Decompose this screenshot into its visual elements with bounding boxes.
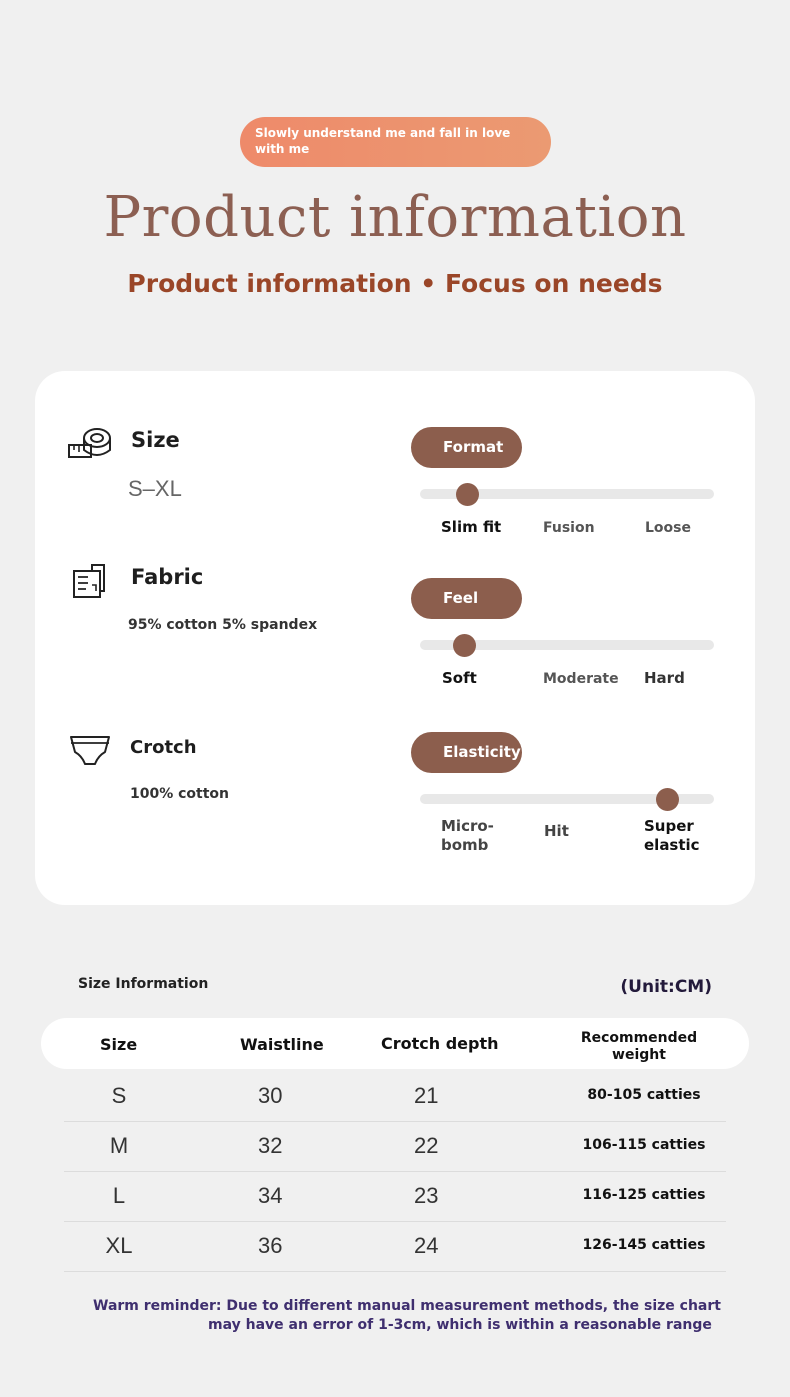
reminder-line-2: may have an error of 1-3cm, which is within a reasonable range [208,1317,712,1333]
tape-measure-icon [67,426,113,462]
page-title: Product information [103,185,687,250]
feel-option-moderate: Moderate [543,671,619,687]
table-row [64,1121,726,1172]
reminder-line-1: Warm reminder: Due to different manual measurement methods, the size chart [93,1298,721,1314]
cell-recommended-weight: 106-115 catties [582,1137,706,1153]
elasticity-option-hit: Hit [544,822,569,840]
cell-waistline: 32 [258,1133,283,1158]
feel-scale-knob [453,634,476,657]
feel-option-hard: Hard [644,669,685,687]
tagline-text: Slowly understand me and fall in love with me [255,126,511,156]
cell-recommended-weight: 126-145 catties [582,1237,706,1253]
format-option-loose: Loose [645,520,691,536]
underwear-icon [68,734,112,766]
page-subtitle: Product information • Focus on needs [127,269,663,298]
fabric-attribute-name: Fabric [131,565,204,589]
cell-crotch-depth: 23 [414,1183,439,1208]
cell-recommended-weight: 116-125 catties [582,1187,706,1203]
warm-reminder [0,1297,790,1335]
cell-recommended-weight: 80-105 catties [587,1087,701,1103]
cell-size: S [111,1083,127,1108]
product-attributes-card [35,371,755,905]
format-scale-label: Format [411,427,522,468]
format-scale-track [420,489,714,499]
unit-label: (Unit:CM) [620,977,712,997]
header-crotch-depth: Crotch depth [381,1034,499,1053]
elasticity-option-super-elastic: Super elastic [644,817,700,854]
cell-crotch-depth: 21 [414,1083,439,1108]
header-waistline: Waistline [240,1035,324,1054]
cell-waistline: 34 [258,1183,283,1208]
cell-crotch-depth: 22 [414,1133,439,1158]
cell-size: XL [105,1233,133,1258]
feel-scale-label: Feel [411,578,522,619]
crotch-attribute-name: Crotch [130,737,197,758]
tagline-badge [240,117,551,167]
feel-option-soft: Soft [442,669,477,687]
cell-size: M [109,1133,129,1158]
size-table-header [41,1018,749,1069]
crotch-attribute-value: 100% cotton [130,786,230,802]
cell-waistline: 36 [258,1233,283,1258]
size-attribute-name: Size [131,428,180,452]
header-recommended-weight: Recommended weight [580,1030,698,1063]
header-size: Size [100,1035,138,1054]
elasticity-scale-label: Elasticity [411,732,522,773]
cell-size: L [112,1183,126,1208]
size-information-label: Size Information [78,976,209,992]
cell-waistline: 30 [258,1083,283,1108]
fabric-attribute-value: 95% cotton 5% spandex [128,617,318,633]
elasticity-scale-track [420,794,714,804]
table-row [64,1221,726,1272]
cell-crotch-depth: 24 [414,1233,439,1258]
elasticity-scale-knob [656,788,679,811]
table-row [64,1071,726,1122]
elasticity-option-micro-bomb: Micro-bomb [441,817,494,854]
format-scale-knob [456,483,479,506]
format-option-fusion: Fusion [543,520,595,536]
size-attribute-value: S–XL [128,476,182,501]
table-row [64,1171,726,1222]
feel-scale-track [420,640,714,650]
format-option-slim-fit: Slim fit [441,518,502,536]
fabric-roll-icon [72,563,108,599]
